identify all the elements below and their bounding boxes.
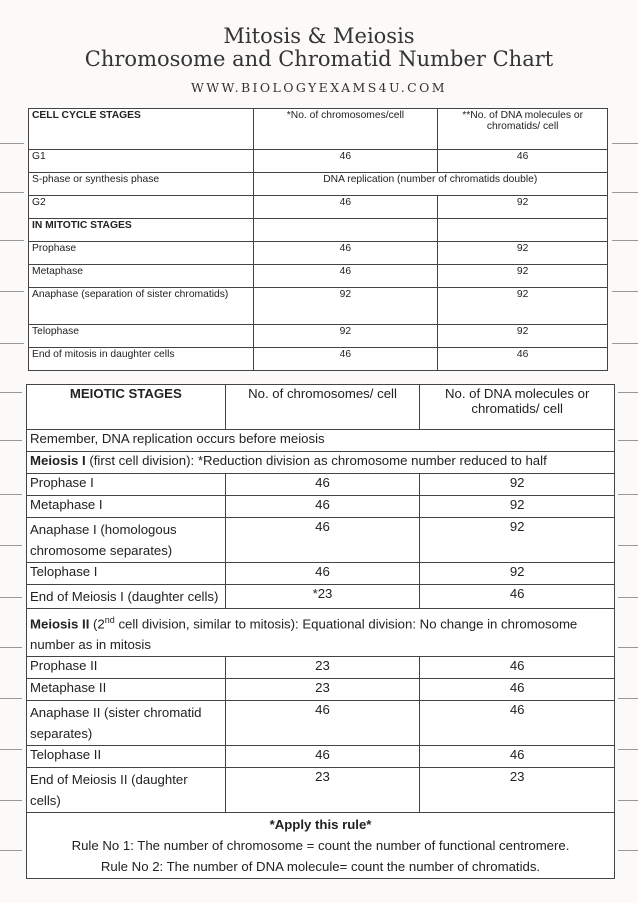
stage-cell: Telophase <box>29 325 254 348</box>
table-row <box>27 474 615 496</box>
stage-cell: G1 <box>29 150 254 173</box>
header-stage: MEIOTIC STAGES <box>27 385 226 430</box>
chromosome-cell: 46 <box>225 563 420 585</box>
chromosome-cell: 46 <box>225 701 420 746</box>
chromosome-cell: 92 <box>253 325 438 348</box>
chromosome-cell: 92 <box>253 288 438 325</box>
stage-cell: End of Meiosis II (daughter cells) <box>27 768 226 813</box>
meiosis-1-description: (first cell division): *Reduction division as chromosome number reduced to half <box>85 453 547 468</box>
table-row <box>27 746 615 768</box>
stage-cell: S-phase or synthesis phase <box>29 173 254 196</box>
chromosome-cell: 46 <box>225 746 420 768</box>
table-row <box>27 563 615 585</box>
table-row <box>29 150 608 173</box>
margin-rule <box>0 647 22 648</box>
margin-rule <box>0 800 22 801</box>
meiosis-2-heading: Meiosis II (2nd cell division, similar to mitosis): Equational division: No change in chromosome number as in mitosis <box>27 609 615 657</box>
stage-cell: End of mitosis in daughter cells <box>29 348 254 371</box>
margin-rule <box>0 494 22 495</box>
chromosome-cell: 46 <box>225 496 420 518</box>
stage-cell: Telophase I <box>27 563 226 585</box>
table-row <box>27 701 615 746</box>
chromosome-cell: 23 <box>225 679 420 701</box>
rule-1: Rule No 1: The number of chromosome = count the number of functional centromere. <box>71 838 570 854</box>
table-header-row <box>27 385 615 430</box>
rule-2: Rule No 2: The number of DNA molecule= count the number of chromatids. <box>100 859 541 875</box>
margin-rule <box>612 240 638 241</box>
table-row <box>29 173 608 196</box>
rules-row <box>27 813 615 879</box>
section-heading: IN MITOTIC STAGES <box>29 219 254 242</box>
margin-rule <box>618 440 638 441</box>
margin-rule <box>0 850 22 851</box>
reminder-row <box>27 430 615 452</box>
margin-rule <box>0 343 24 344</box>
section-row <box>27 609 615 657</box>
margin-rule <box>618 494 638 495</box>
section-row <box>29 219 608 242</box>
margin-rule <box>618 597 638 598</box>
dna-cell: 46 <box>420 585 615 609</box>
margin-rule <box>0 440 22 441</box>
table-row <box>29 242 608 265</box>
stage-cell: Prophase <box>29 242 254 265</box>
dna-cell: 92 <box>438 265 608 288</box>
dna-cell: 46 <box>420 746 615 768</box>
stage-cell: Telophase II <box>27 746 226 768</box>
margin-rule <box>618 850 638 851</box>
table-row <box>27 518 615 563</box>
margin-rule <box>0 240 24 241</box>
chromosome-cell: 46 <box>225 518 420 563</box>
meiosis-2-label: Meiosis II <box>30 616 90 632</box>
mitosis-table <box>28 108 608 371</box>
chromosome-cell: 46 <box>253 150 438 173</box>
chromosome-cell: 46 <box>253 196 438 219</box>
dna-cell: 92 <box>420 496 615 518</box>
margin-rule <box>0 749 22 750</box>
margin-rule <box>612 192 638 193</box>
stage-cell: Metaphase <box>29 265 254 288</box>
margin-rule <box>618 545 638 546</box>
stage-cell: Anaphase I (homologous chromosome separates) <box>27 518 226 563</box>
margin-rule <box>0 545 22 546</box>
stage-cell: End of Meiosis I (daughter cells) <box>27 585 226 609</box>
meiosis-table <box>26 384 615 879</box>
chromosome-cell: 46 <box>253 242 438 265</box>
header-chromosomes: *No. of chromosomes/cell <box>253 109 438 150</box>
table-row <box>29 196 608 219</box>
table-row <box>27 768 615 813</box>
margin-rule <box>618 647 638 648</box>
margin-rule <box>618 800 638 801</box>
chromosome-cell: 23 <box>225 768 420 813</box>
margin-rule <box>618 698 638 699</box>
margin-rule <box>0 143 24 144</box>
section-row <box>27 452 615 474</box>
dna-cell: 92 <box>438 242 608 265</box>
website-url: WWW.BIOLOGYEXAMS4U.COM <box>191 80 447 95</box>
chromosome-cell: 46 <box>225 474 420 496</box>
dna-cell: 92 <box>420 474 615 496</box>
stage-cell: Metaphase I <box>27 496 226 518</box>
meiosis-1-label: Meiosis I <box>30 453 86 468</box>
table-row <box>27 657 615 679</box>
margin-rule <box>612 291 638 292</box>
dna-cell: 46 <box>420 701 615 746</box>
chromosome-cell: *23 <box>225 585 420 609</box>
margin-rule <box>612 143 638 144</box>
table-row <box>29 325 608 348</box>
stage-cell: Prophase II <box>27 657 226 679</box>
table-header-row <box>29 109 608 150</box>
dna-cell: 46 <box>420 657 615 679</box>
reminder-text: Remember, DNA replication occurs before meiosis <box>27 430 615 452</box>
stage-cell: Metaphase II <box>27 679 226 701</box>
table-row <box>27 679 615 701</box>
dna-cell: 46 <box>420 679 615 701</box>
table-row <box>27 496 615 518</box>
title-line-1: Mitosis & Meiosis <box>223 24 415 48</box>
margin-rule <box>0 392 22 393</box>
title-line-2: Chromosome and Chromatid Number Chart <box>84 47 554 71</box>
header-dna: No. of DNA molecules or chromatids/ cell <box>420 385 615 430</box>
margin-rule <box>618 392 638 393</box>
stage-cell: Anaphase (separation of sister chromatids) <box>29 288 254 325</box>
table-row <box>29 265 608 288</box>
dna-cell: 92 <box>438 196 608 219</box>
stage-cell: Prophase I <box>27 474 226 496</box>
meiosis-1-heading <box>27 452 615 474</box>
stage-cell: Anaphase II (sister chromatid separates) <box>27 701 226 746</box>
s-phase-note: DNA replication (number of chromatids double) <box>253 173 607 196</box>
margin-rule <box>0 192 24 193</box>
table-row <box>29 348 608 371</box>
dna-cell: 92 <box>420 518 615 563</box>
stage-cell: G2 <box>29 196 254 219</box>
dna-cell: 23 <box>420 768 615 813</box>
chromosome-cell: 46 <box>253 265 438 288</box>
margin-rule <box>612 343 638 344</box>
margin-rule <box>0 698 22 699</box>
chromosome-cell: 46 <box>253 348 438 371</box>
header-dna: **No. of DNA molecules or chromatids/ cell <box>438 109 608 150</box>
rule-heading: *Apply this rule* <box>269 817 372 833</box>
margin-rule <box>0 597 22 598</box>
dna-cell: 92 <box>438 288 608 325</box>
table-row <box>29 288 608 325</box>
margin-rule <box>0 291 24 292</box>
dna-cell: 92 <box>420 563 615 585</box>
dna-cell: 46 <box>438 150 608 173</box>
chromosome-cell: 23 <box>225 657 420 679</box>
dna-cell: 46 <box>438 348 608 371</box>
margin-rule <box>618 749 638 750</box>
rules-cell <box>27 813 615 879</box>
dna-cell: 92 <box>438 325 608 348</box>
header-stage: CELL CYCLE STAGES <box>29 109 254 150</box>
table-row <box>27 585 615 609</box>
header-chromosomes: No. of chromosomes/ cell <box>225 385 420 430</box>
